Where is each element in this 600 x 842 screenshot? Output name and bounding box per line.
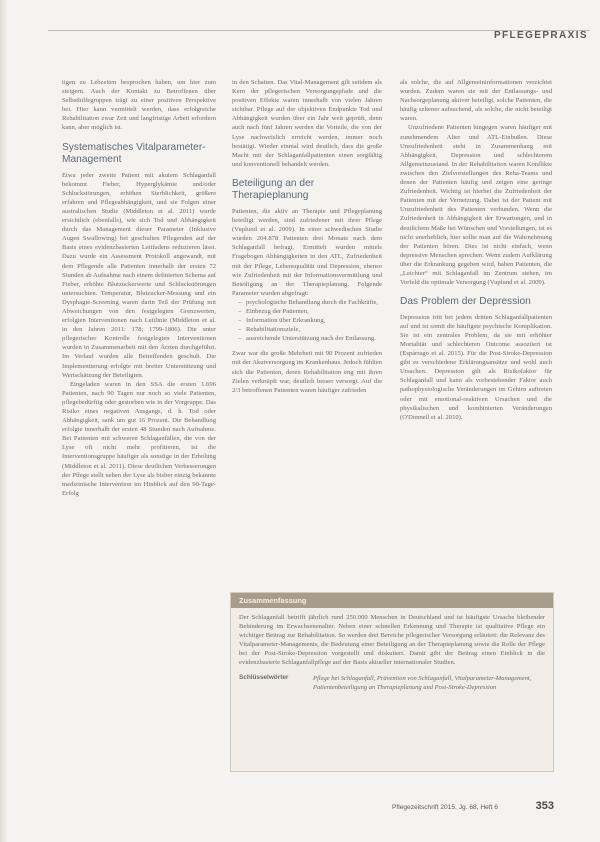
list-item: – ausreichende Unterstützung nach der Entlassung. <box>240 334 382 343</box>
section-label: PFLEGEPRAXIS <box>493 30 588 41</box>
paragraph: Eingeladen waren in den SSA die ersten 1.696 Patienten, nach 90 Tagen nur noch so viele Patienten, pflegebedürftig oder gestorben wie in der Vorgruppe. Das Risiko eines negativen Ausgangs, d. h. Tod oder Abhängigkeit, sank um gut 16 Prozent. Die Behandlung erfolgte innerhalb der ersten 48 Stunden nach Aufnahme. Bei Patienten mit schweren Schlaganfällen, die von der Lyse oft nicht mehr profitieren, ist die Interventionsgruppe häufiger als sonstige in der Erholung (Middleton et al. 2011). Diese deutlichen Verbesserungen der Pflege stellt neben der Lyse als bisher einzig bekannte medizinische Intervention im Hinblick auf den 90-Tage-Erfolg <box>62 380 216 497</box>
abstract-title: Zusammenfassung <box>231 593 553 608</box>
paragraph: Zwar war die große Mehrheit mit 90 Prozent zufrieden mit der Akutversorgung im Krankenhaus. Jedoch fühlten sich die Patienten, deren Rehabilitation eng mit ihren Zielen verknüpft war, deutlich besser versorgt. Auf die 2/3 betroffenen Patienten waren häufiger zufrieden <box>232 350 382 394</box>
column-right <box>400 78 552 422</box>
list-item: – Einbezug der Patienten, <box>240 307 382 316</box>
section-heading-therapieplanung: Beteiligung an der Therapieplanung <box>232 177 315 202</box>
keywords-label: Schlüsselwörter <box>239 673 289 681</box>
parameter-list <box>232 298 382 343</box>
section-heading-depression: Das Problem der Depression <box>400 296 531 308</box>
paragraph: als solche, die auf Allgemeininformationen verzichtet wurden. Zudem waren sie mit der Entlassungs- und Nachsorgeplanung aktiver beteiligt, solche Patienten, die häufig seltener aufsuchend, als solche, die nicht beteiligt waren. <box>400 79 552 123</box>
page-fold-shadow <box>0 0 8 842</box>
list-item: – Rehabilitationsziele, <box>240 325 382 334</box>
list-item: – psychologische Behandlung durch die Fachkräfte, <box>240 298 382 307</box>
paragraph: Depression tritt bei jedem dritten Schlaganfallpatienten auf und ist somit die häufigste psychische Komplikation. Sie ist ein zentrales Problem, da sie mit erhöhter Mortalität und schlechteren Outcome assoziiert ist (Espárrago et al. 2015). Für die Post-Stroke-Depression gibt es verschiedene Erklärungsansätze und wohl auch Ursachen. Depression gilt als Risikofaktor für Schlaganfall und kann als vorbestehender Faktor auch pathophysiologische Veränderungen im Gehirn auftreten oder mit emotional-reaktiven Ursachen und die physikalischen und kombinierten Veränderungen (O'Donnell et al. 2010). <box>400 313 552 421</box>
paragraph: Unzufriedene Patienten hingegen waren häufiger mit zunehmendem Alter und ATL-Einbußen. Diese Unzufriedenheit steht in Zusammenhang mit Abhängigkeit, Depression und schlechterem Allgemeinzustand. In der Rehabilitation waren Konflikte zwischen den Zielvorstellungen des Reha-Teams und denen der Patienten häufig und zeigen eine geringe Zufriedenheit. Wichtig ist hierbei die Zufriedenheit der Patienten mit der Vernetzung. Dabei ist der Patient mit Unzufriedenheit des Patienten verbunden. Wenn die Zufriedenheit in Abhängigkeit der Erwartungen, und in deutlichem Maße bei Wünschen und Vorstellungen, ist es nicht unerheblich, hier sollte man auf die Wahrnehmung der Patienten hören. Dies ist nicht einfach, wenn depressive Menschen sprechen. Wenn zudem Aufklärung über die Erkrankung gegeben wird, haben Patienten, die „Leichter“ mit Schlaganfall im Zentrum stehen, im Vorfeld die optimale Versorgung (Vuplund et al. 2009). <box>400 124 552 287</box>
column-left <box>62 78 216 498</box>
list-item: – Information über Erkrankung, <box>240 316 382 325</box>
abstract-text: Der Schlaganfall betrifft jährlich rund 250.000 Menschen in Deutschland und ist häufigste Ursache bleibender Behinderung im Erwachsenenalter. Neben einer schnellen Erkennung und Therapie ist qualitative Pflege ein wichtiger Beitrag zur Rehabilitation. So werden drei Bereiche pflegerischer Versorgung erläutert: die Relevanz des Vitalparameter-Managements, die Bedeutung einer Beteiligung an der Therapieplanung sowie die Rolle der Pflege bei der Post-Stroke-Depression vorgestellt und diskutiert. Damit gibt der Beitrag einen Einblick in die evidenzbasierte Schlaganfallpflege auf der Basis aktueller internationaler Studien. <box>239 614 545 667</box>
paragraph: Patienten, die aktiv an Therapie und Pflegeplanung beteiligt werden, sind zufriedener mit ihrer Pflege (Vuplund et al. 2009). In einer schwedischen Studie wurden 204.878 Patienten drei Monate nach dem Schlaganfall befragt. Ermittelt wurden mittels Fragebogen Abhängigkeiten in den ATL, Zufriedenheit mit der Pflege, Lebensqualität und Depression, ebenso wie Zufriedenheit mit der Informationsvermittlung und Beteiligung an der Therapieplanung. Folgende Parameter wurden abgefragt: <box>232 207 382 297</box>
paragraph: Etwa jeder zweite Patient mit akutem Schlaganfall bekommt Fieber, Hyperglykämie und/oder Schluckstörungen, erhöhen Sterblichkeit, größere erfahren und Pflegeabhängigkeit, und sie Folgen einer australischen Studie (Middleton et al. 2011) wurde ersichtlich (ebenfalls), wie sich Tod und Abhängigkeit durch das Management dieser Parameter (Inklusive Augen Swallowing) bei geschulten Pflegenden auf der Basis eines evidenzbasierten Leitfadens reduzieren lässt. Dazu wurde ein Assessment Protokoll angewandt, mit dem Pflegende alle Patienten innerhalb der ersten 72 Stunden ab Aufnahme nach einem definierten Schema auf Fieber, erhöhte Blutzuckerwerte und Schluckstörungen untersuchten. Temperatur, Blutzucker-Messung und ein Dysphagie-Screening waren darin Teil der Prüfung mit Abweichungen von den festgelegten Grenzwerten, erfolgten Interventionen nach Leitlinie (Middleton et al. in den Jahren 2011: 178; 1799-1806). Die unter pflegerischer Kontrolle festgelegten Interventionen wurden in Zusammenarbeit mit den Ärzten durchgeführt. Im Verlauf wurden alle Betreffenden geschult. Die Implementierung erfolgte mit breiter Unterstützung und Wertschätzung der Beteiligten. <box>62 171 216 379</box>
paragraph: in den Schatten. Das Vital-Management gilt seitdem als Kern der pflegerischen Versorgungspfade und die positiven Effekte waren innerhalb von vielen Jahren sichtbar. Pflege auf der objektiven Endpunkte Tod und Abhängigkeit wurden über ein Jahr weit geprüft, denn auch nach fünf Jahren werden die Vorteile, die von der Lyse nachweislich erreicht werden, immer noch bestätigt. Wieder einmal wird deutlich, dass die große Macht mit der Schlaganfallpatienten einen sorgfältig und konventionell behandelt werden. <box>232 79 382 168</box>
journal-citation: Pflegezeitschrift 2015, Jg. 68, Heft 6 <box>392 804 498 811</box>
column-middle <box>232 78 382 395</box>
keywords-text: Pflege bei Schlaganfall, Prävention von Schlaganfall, Vitalparameter-Management, Patientenbeteiligung an Therapieplanung und Post-Stroke-Depression <box>313 674 532 691</box>
abstract-box <box>230 592 554 772</box>
section-heading-vitalparameter: Systematisches Vitalparameter-Management <box>62 141 206 166</box>
paragraph: tigen zu Lebzeiten besprochen haben, um hier zum steigern. Auch der Kontakt zu Betroffenen über Selbsthilfegruppen trägt zu einer positiven Perspektive bei. Hier kann vermittelt werden, dass erfolgreiche Rehabilitation zwar Zeit und langfristige Arbeit erfordern kann, aber möglich ist. <box>62 79 216 132</box>
page-number: 353 <box>535 800 554 812</box>
keywords-row <box>231 668 553 692</box>
